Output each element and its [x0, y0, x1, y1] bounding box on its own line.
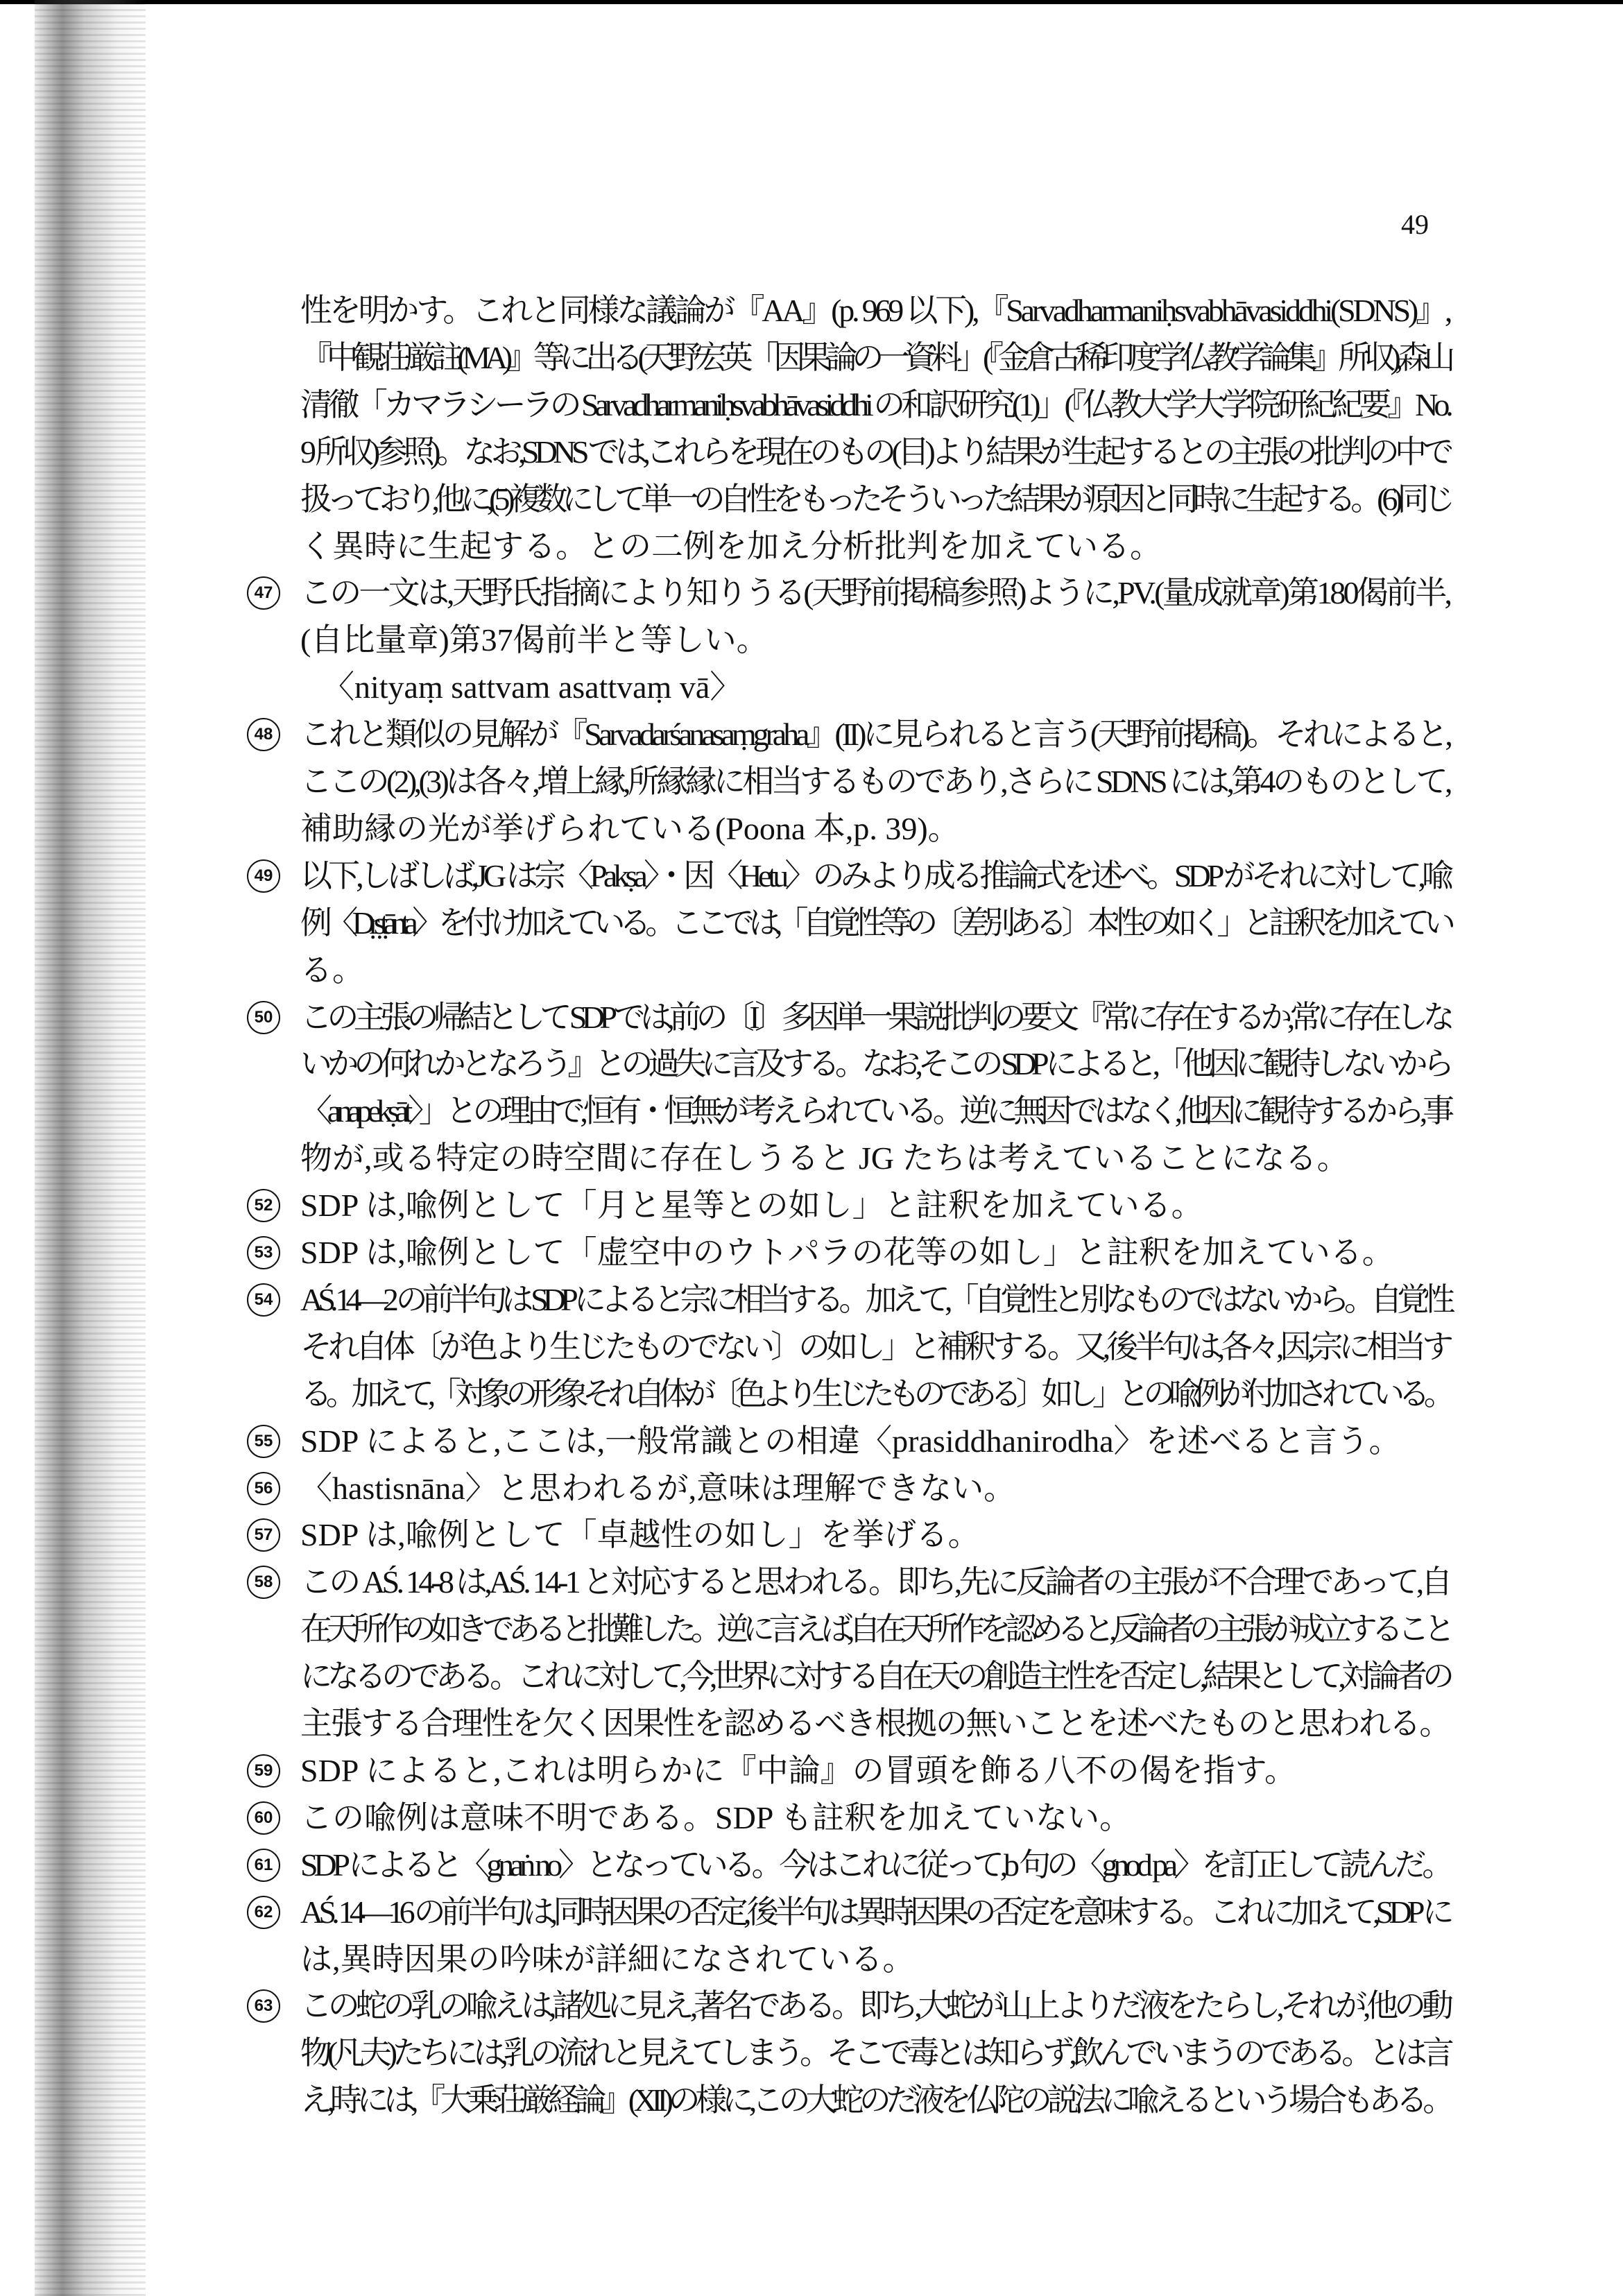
intro-text-line: 清徹「カマラシーラの Sarvadharmaniḥsvabhāvasiddhi の和訳研究(1)」(『仏教大学大学院研紀紀要』No. [300, 386, 1450, 422]
footnote-text-line: 物が,或る特定の時空間に存在しうると JG たちは考えていることになる。 [300, 1140, 1349, 1176]
intro-text-line: 扱っており,他に,(5)複数にして単一の自性をもったそういった結果が原因と同時に生起する。(6)同じ [300, 481, 1450, 517]
footnote-text-line: 物(凡夫)たちには,乳の流れと見えてしまう。そこで毒とは知らず,飲んでいまうのである。とは言 [300, 2035, 1450, 2071]
footnote-text-line: この蛇の乳の喩えは,諸処に見え,著名である。即ち,大蛇が山上よりだ液をたらし,それが,他の動 [300, 1988, 1450, 2024]
footnote-number-circle: 48 [247, 718, 280, 751]
footnote-number-circle: 49 [247, 859, 280, 893]
footnote-number-circle: 57 [247, 1518, 280, 1552]
footnote-text-line: 主張する合理性を欠く因果性を認めるべき根拠の無いことを述べたものと思われる。 [300, 1706, 1450, 1741]
footnote-number-circle: 59 [247, 1754, 280, 1788]
footnote-number-circle: 60 [247, 1801, 280, 1835]
footnote-text-line: この主張の帰結として SDP では,前の〔I〕多因単一果説批判の要文『常に存在するか,常に存在しな [300, 999, 1450, 1035]
footnote-text-line: AŚ. 14—2 の前半句は SDP によると宗に相当する。加えて,「自覚性と別なものではないから。自覚性 [300, 1281, 1450, 1317]
footnote-text-line: この喩例は意味不明である。SDP も註釈を加えていない。 [300, 1799, 1132, 1835]
footnote-number-circle: 62 [247, 1896, 280, 1929]
footnote-text-line: これと類似の見解が『Sarvadarśanasaṃgraha』(II)に見られると言う(天野前掲稿)。それによると, [300, 717, 1450, 753]
scan-binding-shadow [35, 0, 146, 2296]
footnote-text-line: る。 [300, 952, 364, 988]
footnote-number-circle: 53 [247, 1236, 280, 1269]
footnote-number-circle: 47 [247, 576, 280, 610]
footnote-number-circle: 58 [247, 1566, 280, 1599]
intro-text-line: 性を明かす。これと同様な議論が『AA』(p. 969 以下),『Sarvadharmaniḥsvabhāvasiddhi(SDNS)』, [300, 293, 1450, 328]
footnote-number-circle: 50 [247, 1001, 280, 1034]
footnote-text-line: SDP によると,ここは,一般常識との相違〈prasiddhanirodha〉を述べると言う。 [300, 1423, 1401, 1459]
footnote-text-line: は,異時因果の吟味が詳細になされている。 [300, 1941, 915, 1977]
scan-top-edge [0, 0, 1623, 4]
footnote-text-line: SDP によると〈gnaṅ no〉となっている。今はこれに従って,b 句の〈gnod pa〉を訂正して読んだ。 [300, 1847, 1450, 1883]
footnote-number-circle: 54 [247, 1283, 280, 1317]
footnote-text-line: 在天所作の如きであると批難した。逆に言えば,自在天所作を認めると,反論者の主張が成立すること [300, 1611, 1450, 1647]
intro-text-line: 9 所収)参照)。なお,SDNS では,これらを現在のもの(目)より結果が生起するとの主張の批判の中で [300, 434, 1450, 470]
footnote-text-line: それ自体〔が色より生じたものでない〕の如し」と補釈する。又,後半句は,各々,因,宗に相当す [300, 1328, 1450, 1364]
footnote-text-line: AŚ. 14—16 の前半句は,同時因果の否定,後半句は異時因果の否定を意味する。これに加えて,SDP に [300, 1894, 1450, 1930]
footnote-text-line: SDP は,喩例として「虚空中のウトパラの花等の如し」と註釈を加えている。 [300, 1235, 1394, 1270]
footnote-text-line: 〈anapekṣāt〉」との理由で,恒有・恒無が考えられている。逆に無因ではなく,他因に観待するから,事 [300, 1093, 1450, 1129]
intro-text-line: 『中観荘厳註(MA)』等に出る(天野宏英「因果論の一資料」(『金倉古稀印度学仏教学論集』所収),森山 [300, 339, 1450, 375]
footnote-text-line: え,時には,『大乗荘厳経論』(XII)の様に,この大蛇のだ液を仏陀の説法に喩えるという場合もある。 [300, 2082, 1450, 2118]
footnote-text-line: になるのである。これに対して,今,世界に対する自在天の創造主性を否定し,結果として,対論者の [300, 1659, 1450, 1695]
page-number: 49 [1401, 209, 1429, 240]
footnote-text-line: (自比量章)第37偈前半と等しい。 [300, 622, 768, 658]
footnote-text-line: SDP によると,これは明らかに『中論』の冒頭を飾る八不の偈を指す。 [300, 1752, 1296, 1788]
footnote-text-line: 補助縁の光が挙げられている(Poona 本,p. 39)。 [300, 810, 960, 846]
footnote-text-line: この AŚ. 14-8 は,AŚ. 14-1 と対応すると思われる。即ち,先に反論者の主張が不合理であって,自 [300, 1564, 1450, 1600]
footnote-text-line: SDP は,喩例として「月と星等との如し」と註釈を加えている。 [300, 1188, 1203, 1224]
footnote-text-line: 例〈Dṛṣṭānta〉を付け加えている。ここでは,「自覚性等の〔差別ある〕本性の如く」と註釈を加えてい [300, 905, 1450, 941]
footnote-text-line: 以下,しばしば,JG は宗〈Pakṣa〉・因〈Hetu〉のみより成る推論式を述べ。SDP がそれに対して,喩 [300, 857, 1450, 893]
footnote-number-circle: 52 [247, 1189, 280, 1222]
sanskrit-quote: 〈nityaṃ sattvam asattvaṃ vā〉 [323, 669, 742, 705]
footnote-text-line: いかの何れかとなろう』との過失に言及する。なお,そこの SDP によると,「他因に観待しないから [300, 1046, 1450, 1082]
footnote-number-circle: 63 [247, 1989, 280, 2023]
footnote-number-circle: 55 [247, 1425, 280, 1458]
footnote-text-line: る。加えて,「対象の形象それ自体が〔色より生じたものである〕如し」との喩例が付加されている。 [300, 1376, 1450, 1412]
footnote-text-line: 〈hastisnāna〉と思われるが,意味は理解できない。 [300, 1470, 1016, 1506]
footnote-text-line: ここの(2),(3)は各々,増上縁,所縁縁に相当するものであり,さらに SDNS には,第4のものとして, [300, 764, 1450, 799]
footnote-text-line: この一文は,天野氏指摘により知りうる(天野前掲稿参照)ように,PV.(量成就章)第180偈前半, [300, 575, 1450, 611]
footnote-number-circle: 61 [247, 1849, 280, 1882]
footnote-text-line: SDP は,喩例として「卓越性の如し」を挙げる。 [300, 1517, 980, 1553]
intro-text-line: く異時に生起する。との二例を加え分析批判を加えている。 [300, 528, 1162, 564]
footnote-number-circle: 56 [247, 1472, 280, 1505]
